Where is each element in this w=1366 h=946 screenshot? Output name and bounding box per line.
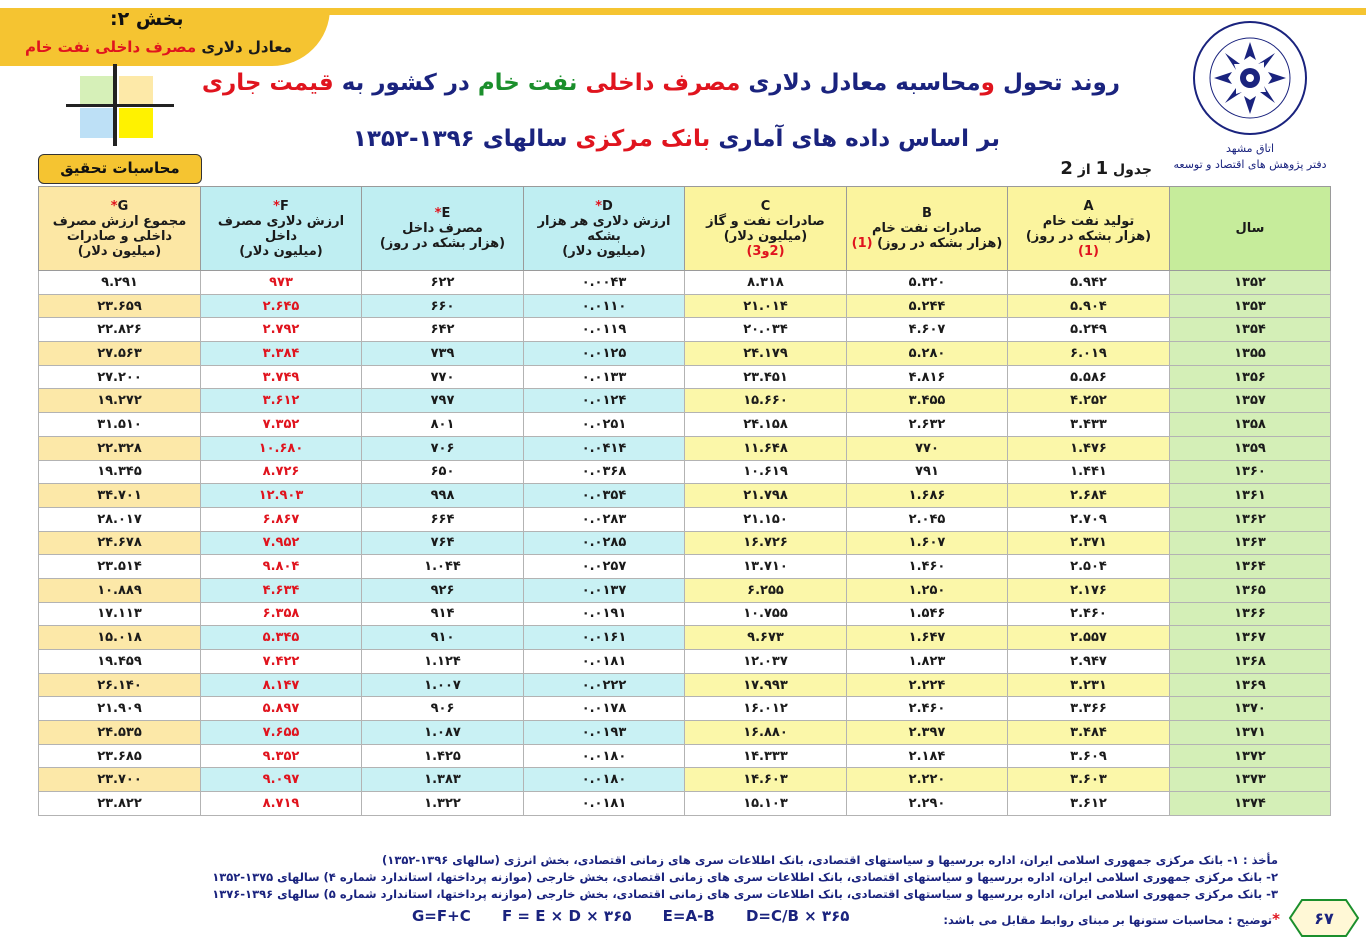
cell-col-g: ۳۱.۵۱۰: [39, 413, 201, 437]
cell-col-d: ۰.۰۲۵۷: [524, 555, 685, 579]
cell-col-g: ۲۳.۸۲۲: [39, 792, 201, 816]
cell-col-d: ۰.۰۲۸۵: [524, 531, 685, 555]
cell-col-b: ۱.۶۴۷: [847, 626, 1008, 650]
header-a-ref: (1): [1078, 243, 1099, 259]
cell-col-a: ۶.۰۱۹: [1008, 342, 1170, 366]
cell-col-b: ۲.۲۹۰: [847, 792, 1008, 816]
table-row: [39, 531, 1331, 555]
table-row: [39, 460, 1331, 484]
cell-col-d: ۰.۰۱۹۳: [524, 721, 685, 745]
cell-col-a: ۳.۴۳۳: [1008, 413, 1170, 437]
cell-col-c: ۲۱.۰۱۴: [685, 294, 847, 318]
cell-col-e: ۱.۴۲۵: [362, 744, 524, 768]
subtitle-part-2: بانک مرکزی: [575, 126, 711, 152]
cell-col-a: ۱.۴۷۶: [1008, 436, 1170, 460]
table-row: [39, 271, 1331, 295]
cell-col-f: ۴.۶۳۴: [201, 578, 362, 602]
cell-col-c: ۲۳.۴۵۱: [685, 365, 847, 389]
cell-col-f: ۲.۶۴۵: [201, 294, 362, 318]
cell-col-f: ۶.۳۵۸: [201, 602, 362, 626]
section-title-highlight: مصرف داخلی نفت خام: [25, 38, 197, 56]
cell-col-g: ۹.۲۹۱: [39, 271, 201, 295]
cell-year: ۱۳۶۱: [1170, 484, 1331, 508]
cell-col-b: ۴.۶۰۷: [847, 318, 1008, 342]
cell-col-d: ۰.۰۱۲۴: [524, 389, 685, 413]
cell-col-e: ۷۳۹: [362, 342, 524, 366]
table-row: [39, 365, 1331, 389]
title-part-4: مصرف داخلی: [585, 70, 741, 96]
cell-col-e: ۹۱۰: [362, 626, 524, 650]
header-a-unit: (هزار بشکه در روز): [1025, 228, 1152, 244]
header-e-letter-wrap: [366, 206, 519, 221]
table-row: [39, 507, 1331, 531]
cell-year: ۱۳۶۴: [1170, 555, 1331, 579]
header-g-unit: (میلیون دلار): [77, 243, 162, 259]
cell-col-c: ۲۴.۱۵۸: [685, 413, 847, 437]
cell-col-g: ۲۷.۲۰۰: [39, 365, 201, 389]
cell-col-g: ۳۴.۷۰۱: [39, 484, 201, 508]
title-part-7: قیمت جاری: [201, 70, 334, 96]
cell-col-a: ۲.۴۶۰: [1008, 602, 1170, 626]
header-d-unit: (میلیون دلار): [562, 243, 646, 259]
formula-e: E=A-B: [662, 907, 715, 925]
header-c-ref: (2و3): [746, 243, 785, 259]
title-part-6: در کشور به: [341, 70, 470, 96]
cell-col-c: ۱۷.۹۹۳: [685, 673, 847, 697]
cell-col-d: ۰.۰۳۶۸: [524, 460, 685, 484]
cell-col-b: ۲.۳۹۷: [847, 721, 1008, 745]
table-row: [39, 744, 1331, 768]
cell-col-b: ۴.۸۱۶: [847, 365, 1008, 389]
cell-col-b: ۱.۲۵۰: [847, 578, 1008, 602]
table-number-total: 2: [1060, 158, 1073, 179]
cell-col-g: ۲۴.۵۳۵: [39, 721, 201, 745]
table-number: [1020, 158, 1152, 179]
cell-col-e: ۱.۰۸۷: [362, 721, 524, 745]
cell-col-a: ۵.۲۴۹: [1008, 318, 1170, 342]
cell-col-f: ۹.۸۰۴: [201, 555, 362, 579]
header-col-a: [1008, 187, 1170, 271]
cell-col-d: ۰.۰۱۷۸: [524, 697, 685, 721]
table-row: [39, 294, 1331, 318]
formula-f: F = E × D × ۳۶۵: [501, 907, 632, 925]
cell-col-a: ۲.۷۰۹: [1008, 507, 1170, 531]
cell-col-g: ۱۷.۱۱۳: [39, 602, 201, 626]
title-part-5: نفت خام: [477, 70, 578, 96]
header-a-letter: A: [1083, 198, 1094, 214]
table-row: [39, 318, 1331, 342]
cell-col-c: ۱۶.۰۱۲: [685, 697, 847, 721]
formulas: [412, 907, 952, 925]
cell-col-g: ۲۳.۷۰۰: [39, 768, 201, 792]
cell-col-f: ۷.۴۲۲: [201, 650, 362, 674]
cell-year: ۱۳۵۴: [1170, 318, 1331, 342]
cell-col-d: ۰.۰۲۵۱: [524, 413, 685, 437]
cell-col-e: ۶۲۲: [362, 271, 524, 295]
cell-col-e: ۹۲۶: [362, 578, 524, 602]
cell-col-g: ۲۶.۱۴۰: [39, 673, 201, 697]
table-row: [39, 721, 1331, 745]
cell-year: ۱۳۶۰: [1170, 460, 1331, 484]
cell-col-d: ۰.۰۱۶۱: [524, 626, 685, 650]
cell-col-g: ۲۳.۵۱۴: [39, 555, 201, 579]
cell-year: ۱۳۵۵: [1170, 342, 1331, 366]
title-part-2: و: [980, 70, 995, 96]
cell-year: ۱۳۷۰: [1170, 697, 1331, 721]
header-f-title: ارزش دلاری مصرف داخل: [217, 213, 345, 244]
table-row: [39, 602, 1331, 626]
decor-cross-horizontal: [66, 104, 174, 107]
cell-col-d: ۰.۰۰۴۳: [524, 271, 685, 295]
title-part-3: محاسبه معادل دلاری: [748, 70, 981, 96]
cell-col-a: ۲.۶۸۴: [1008, 484, 1170, 508]
subtitle-part-3: سالهای ۱۳۹۶-۱۳۵۲: [352, 126, 568, 152]
cell-col-e: ۱.۳۲۲: [362, 792, 524, 816]
header-col-c: [685, 187, 847, 271]
cell-col-a: ۲.۹۴۷: [1008, 650, 1170, 674]
page-title: [201, 70, 1120, 96]
cell-col-f: ۳.۷۴۹: [201, 365, 362, 389]
cell-col-b: ۲.۰۴۵: [847, 507, 1008, 531]
cell-col-d: ۰.۰۱۹۱: [524, 602, 685, 626]
sources-notes: [160, 852, 1278, 903]
cell-col-g: ۲۲.۸۲۶: [39, 318, 201, 342]
cell-col-a: ۵.۹۴۲: [1008, 271, 1170, 295]
cell-col-a: ۳.۶۰۳: [1008, 768, 1170, 792]
cell-col-f: ۳.۶۱۲: [201, 389, 362, 413]
cell-col-b: ۷۷۰: [847, 436, 1008, 460]
cell-col-e: ۹۰۶: [362, 697, 524, 721]
table-row: [39, 578, 1331, 602]
table-row: [39, 792, 1331, 816]
cell-col-a: ۵.۹۰۴: [1008, 294, 1170, 318]
header-f-letter-wrap: [205, 199, 357, 214]
cell-col-b: ۱.۶۸۶: [847, 484, 1008, 508]
header-e-unit: (هزار بشکه در روز): [379, 236, 506, 251]
header-col-b: [847, 187, 1008, 271]
header-d-star: *: [595, 198, 602, 214]
org-name: اتاق مشهد: [1225, 142, 1275, 155]
cell-col-d: ۰.۰۲۸۳: [524, 507, 685, 531]
cell-col-c: ۱۴.۶۰۳: [685, 768, 847, 792]
cell-col-b: ۲.۴۶۰: [847, 697, 1008, 721]
cell-col-c: ۲۱.۱۵۰: [685, 507, 847, 531]
table-body: [39, 271, 1331, 816]
header-col-g: [39, 187, 201, 271]
cell-col-b: ۲.۱۸۴: [847, 744, 1008, 768]
source-line-3: ۳- بانک مرکزی جمهوری اسلامی ایران، اداره بررسیها و سیاستهای اقتصادی، بانک اطلاعات سری های زمانی اقتصادی، بخش خارجی (موازنه پرداختها، استاندارد شماره ۵) سالهای ۱۳۹۶-۱۳۷۶: [212, 887, 1278, 901]
cell-col-e: ۶۵۰: [362, 460, 524, 484]
header-c-unit: (میلیون دلار): [723, 228, 808, 244]
cell-col-a: ۲.۳۷۱: [1008, 531, 1170, 555]
source-line-2: ۲- بانک مرکزی جمهوری اسلامی ایران، اداره بررسیها و سیاستهای اقتصادی، بانک اطلاعات سری های زمانی اقتصادی، بخش خارجی (موازنه پرداختها، استاندارد شماره ۴) سالهای ۱۳۷۵-۱۳۵۲: [212, 870, 1278, 884]
cell-col-e: ۱.۰۰۷: [362, 673, 524, 697]
cell-col-d: ۰.۰۱۱۹: [524, 318, 685, 342]
decor-square-blue: [80, 108, 114, 138]
note-text: توضیح : محاسبات ستونها بر مبنای روابط مقابل می باشد:: [943, 913, 1273, 927]
cell-col-f: ۲.۷۹۲: [201, 318, 362, 342]
cell-col-b: ۳.۴۵۵: [847, 389, 1008, 413]
page-number: ۶۷: [1314, 909, 1334, 928]
cell-col-f: ۶.۸۶۷: [201, 507, 362, 531]
cell-col-f: ۷.۶۵۵: [201, 721, 362, 745]
cell-col-a: ۳.۶۱۲: [1008, 792, 1170, 816]
cell-year: ۱۳۶۵: [1170, 578, 1331, 602]
cell-col-b: ۷۹۱: [847, 460, 1008, 484]
cell-col-c: ۲۰.۰۳۴: [685, 318, 847, 342]
cell-col-f: ۷.۳۵۲: [201, 413, 362, 437]
cell-year: ۱۳۵۸: [1170, 413, 1331, 437]
cell-col-g: ۲۲.۳۲۸: [39, 436, 201, 460]
cell-year: ۱۳۶۶: [1170, 602, 1331, 626]
cell-col-e: ۱.۳۸۳: [362, 768, 524, 792]
subtitle-part-1: بر اساس داده های آماری: [718, 126, 1000, 152]
cell-col-c: ۲۱.۷۹۸: [685, 484, 847, 508]
cell-col-f: ۸.۷۱۹: [201, 792, 362, 816]
cell-col-a: ۳.۳۶۶: [1008, 697, 1170, 721]
header-f-letter: F: [279, 198, 289, 214]
table-number-prefix: جدول: [1112, 162, 1152, 178]
header-a-title: تولید نفت خام: [1042, 213, 1135, 229]
cell-col-d: ۰.۰۱۲۵: [524, 342, 685, 366]
table-row: [39, 555, 1331, 579]
cell-col-d: ۰.۰۴۱۴: [524, 436, 685, 460]
cell-col-f: ۱۲.۹۰۳: [201, 484, 362, 508]
cell-col-c: ۱۵.۱۰۳: [685, 792, 847, 816]
cell-year: ۱۳۵۷: [1170, 389, 1331, 413]
cell-col-c: ۹.۶۷۳: [685, 626, 847, 650]
cell-col-f: ۸.۱۴۷: [201, 673, 362, 697]
header-g-letter-wrap: [43, 199, 196, 214]
cell-year: ۱۳۵۶: [1170, 365, 1331, 389]
header-d-title: ارزش دلاری هر هزار بشکه: [537, 213, 671, 244]
cell-col-g: ۱۵.۰۱۸: [39, 626, 201, 650]
cell-col-f: ۳.۳۸۴: [201, 342, 362, 366]
org-department: دفتر پژوهش های اقتصاد و توسعه: [1173, 158, 1327, 171]
cell-col-g: ۲۴.۶۷۸: [39, 531, 201, 555]
cell-col-e: ۸۰۱: [362, 413, 524, 437]
cell-col-a: ۳.۶۰۹: [1008, 744, 1170, 768]
cell-col-a: ۱.۴۴۱: [1008, 460, 1170, 484]
cell-col-e: ۶۶۰: [362, 294, 524, 318]
table-number-mid: از: [1077, 162, 1091, 178]
table-row: [39, 342, 1331, 366]
cell-col-g: ۲۱.۹۰۹: [39, 697, 201, 721]
cell-col-c: ۱۲.۰۳۷: [685, 650, 847, 674]
table-row: [39, 768, 1331, 792]
cell-col-e: ۹۱۴: [362, 602, 524, 626]
header-c-title: صادرات نفت و گاز: [706, 213, 825, 229]
cell-col-c: ۱۵.۶۶۰: [685, 389, 847, 413]
cell-col-d: ۰.۰۱۸۰: [524, 768, 685, 792]
cell-year: ۱۳۷۲: [1170, 744, 1331, 768]
header-f-unit: (میلیون دلار): [239, 243, 323, 259]
cell-col-c: ۲۴.۱۷۹: [685, 342, 847, 366]
header-g-star: *: [110, 198, 118, 214]
header-g-letter: G: [117, 198, 129, 214]
cell-col-e: ۷۰۶: [362, 436, 524, 460]
cell-col-e: ۷۶۴: [362, 531, 524, 555]
header-f-star: *: [273, 198, 280, 214]
cell-col-e: ۷۷۰: [362, 365, 524, 389]
cell-col-g: ۲۷.۵۶۳: [39, 342, 201, 366]
cell-col-f: ۹.۰۹۷: [201, 768, 362, 792]
table-row: [39, 484, 1331, 508]
cell-col-f: ۵.۸۹۷: [201, 697, 362, 721]
cell-col-d: ۰.۰۱۳۷: [524, 578, 685, 602]
cell-col-c: ۶.۲۵۵: [685, 578, 847, 602]
cell-col-f: ۸.۷۲۶: [201, 460, 362, 484]
header-e-title: مصرف داخل: [402, 221, 483, 236]
header-col-d: [524, 187, 685, 271]
cell-col-a: ۳.۲۳۱: [1008, 673, 1170, 697]
cell-col-c: ۸.۳۱۸: [685, 271, 847, 295]
cell-col-c: ۱۶.۸۸۰: [685, 721, 847, 745]
table-number-current: 1: [1095, 158, 1109, 179]
note-star: *: [1272, 910, 1280, 928]
cell-year: ۱۳۶۹: [1170, 673, 1331, 697]
cell-col-b: ۱.۸۲۳: [847, 650, 1008, 674]
header-g-title: مجموع ارزش مصرف داخلی و صادرات: [52, 213, 187, 244]
header-b-letter: B: [922, 206, 932, 221]
cell-col-f: ۷.۹۵۲: [201, 531, 362, 555]
title-part-1: روند تحول: [1002, 70, 1120, 96]
table-row: [39, 626, 1331, 650]
cell-col-d: ۰.۰۱۱۰: [524, 294, 685, 318]
cell-col-c: ۱۰.۷۵۵: [685, 602, 847, 626]
cell-col-g: ۱۹.۳۴۵: [39, 460, 201, 484]
header-b-ref: (1): [851, 236, 873, 251]
cell-col-a: ۲.۱۷۶: [1008, 578, 1170, 602]
cell-col-c: ۱۶.۷۲۶: [685, 531, 847, 555]
cell-col-c: ۱۰.۶۱۹: [685, 460, 847, 484]
cell-col-e: ۹۹۸: [362, 484, 524, 508]
cell-col-c: ۱۱.۶۴۸: [685, 436, 847, 460]
cell-col-d: ۰.۰۲۲۲: [524, 673, 685, 697]
chamber-logo-icon: [1192, 20, 1308, 136]
header-d-letter: D: [602, 198, 613, 214]
cell-col-a: ۵.۵۸۶: [1008, 365, 1170, 389]
cell-col-d: ۰.۰۱۳۳: [524, 365, 685, 389]
cell-col-e: ۶۶۴: [362, 507, 524, 531]
cell-col-d: ۰.۰۳۵۴: [524, 484, 685, 508]
cell-col-b: ۵.۲۸۰: [847, 342, 1008, 366]
cell-col-b: ۲.۲۲۴: [847, 673, 1008, 697]
cell-year: ۱۳۶۸: [1170, 650, 1331, 674]
header-year: سال: [1170, 187, 1331, 271]
cell-year: ۱۳۷۱: [1170, 721, 1331, 745]
cell-col-a: ۲.۵۵۷: [1008, 626, 1170, 650]
decor-square-yellow: [119, 108, 153, 138]
header-c-letter: C: [760, 198, 771, 214]
cell-col-f: ۵.۳۴۵: [201, 626, 362, 650]
decor-square-cream: [119, 76, 153, 106]
table-row: [39, 650, 1331, 674]
table-header-row: [39, 187, 1331, 271]
cell-col-g: ۲۳.۶۵۹: [39, 294, 201, 318]
cell-col-b: ۲.۲۲۰: [847, 768, 1008, 792]
cell-col-e: ۶۴۲: [362, 318, 524, 342]
header-e-star: *: [434, 206, 442, 221]
cell-year: ۱۳۶۳: [1170, 531, 1331, 555]
table-row: [39, 436, 1331, 460]
cell-col-g: ۱۹.۴۵۹: [39, 650, 201, 674]
cell-col-f: ۹۷۳: [201, 271, 362, 295]
cell-col-d: ۰.۰۱۸۱: [524, 792, 685, 816]
cell-col-b: ۱.۴۶۰: [847, 555, 1008, 579]
cell-year: ۱۳۵۹: [1170, 436, 1331, 460]
cell-year: ۱۳۶۷: [1170, 626, 1331, 650]
section-number: بخش ۲:: [110, 8, 184, 30]
data-table: [38, 186, 1331, 816]
cell-col-e: ۱.۰۴۴: [362, 555, 524, 579]
cell-col-a: ۲.۵۰۴: [1008, 555, 1170, 579]
cell-col-b: ۱.۶۰۷: [847, 531, 1008, 555]
cell-col-g: ۲۸.۰۱۷: [39, 507, 201, 531]
table-row: [39, 697, 1331, 721]
cell-col-g: ۲۳.۶۸۵: [39, 744, 201, 768]
table-row: [39, 389, 1331, 413]
formula-d: D=C/B × ۳۶۵: [745, 907, 850, 925]
header-b-title: صادرات نفت خام: [872, 221, 982, 236]
cell-col-f: ۹.۳۵۲: [201, 744, 362, 768]
cell-col-f: ۱۰.۶۸۰: [201, 436, 362, 460]
page-number-badge: [1288, 898, 1360, 938]
page-subtitle: [352, 126, 1000, 152]
cell-col-g: ۱۰.۸۸۹: [39, 578, 201, 602]
table-row: [39, 413, 1331, 437]
table-row: [39, 673, 1331, 697]
cell-col-b: ۵.۲۴۴: [847, 294, 1008, 318]
cell-col-a: ۳.۴۸۴: [1008, 721, 1170, 745]
cell-col-b: ۵.۳۲۰: [847, 271, 1008, 295]
cell-year: ۱۳۷۴: [1170, 792, 1331, 816]
cell-col-g: ۱۹.۲۷۲: [39, 389, 201, 413]
research-calculations-button[interactable]: محاسبات تحقیق: [38, 154, 202, 184]
cell-year: ۱۳۵۲: [1170, 271, 1331, 295]
section-title: [0, 38, 292, 56]
source-line-1: مأخذ : ۱- بانک مرکزی جمهوری اسلامی ایران، اداره بررسیها و سیاستهای اقتصادی، بانک اطلاعات سری های زمانی اقتصادی، بخش انرژی (سالهای ۱۳۹۶-۱۳۵۲): [382, 853, 1278, 867]
cell-col-e: ۱.۱۲۴: [362, 650, 524, 674]
cell-col-d: ۰.۰۱۸۱: [524, 650, 685, 674]
cell-col-a: ۴.۲۵۲: [1008, 389, 1170, 413]
header-d-letter-wrap: [528, 199, 680, 214]
cell-year: ۱۳۷۳: [1170, 768, 1331, 792]
section-title-prefix: معادل دلاری: [201, 38, 292, 56]
header-col-e: [362, 187, 524, 271]
decor-square-green: [80, 76, 114, 106]
cell-col-c: ۱۳.۷۱۰: [685, 555, 847, 579]
decor-cross-vertical: [113, 64, 117, 146]
cell-col-c: ۱۴.۳۳۳: [685, 744, 847, 768]
header-e-letter: E: [441, 206, 451, 221]
header-col-f: [201, 187, 362, 271]
header-b-unit: (هزار بشکه در روز): [877, 236, 1003, 251]
cell-col-b: ۲.۶۳۲: [847, 413, 1008, 437]
formula-g: G=F+C: [412, 907, 471, 925]
cell-year: ۱۳۶۲: [1170, 507, 1331, 531]
cell-year: ۱۳۵۳: [1170, 294, 1331, 318]
cell-col-b: ۱.۵۴۶: [847, 602, 1008, 626]
cell-col-d: ۰.۰۱۸۰: [524, 744, 685, 768]
cell-col-e: ۷۹۷: [362, 389, 524, 413]
